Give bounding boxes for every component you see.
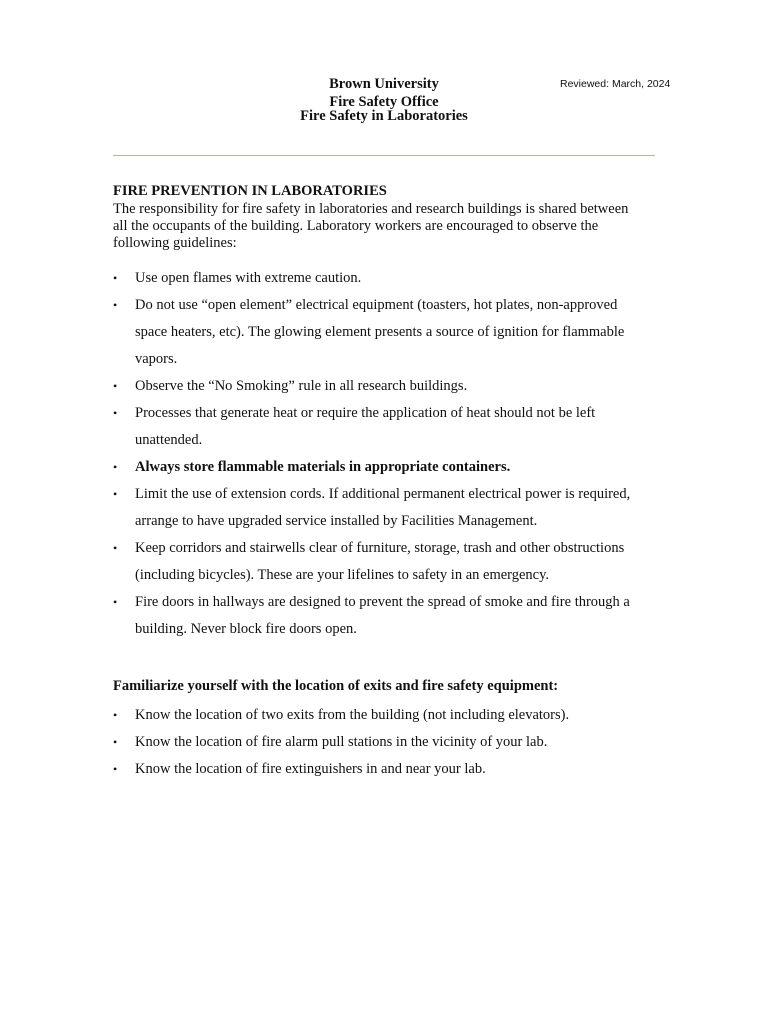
familiarize-item	[113, 729, 673, 756]
header-divider	[113, 155, 655, 156]
guideline-text-line: Limit the use of extension cords. If additional permanent electrical power is required,	[135, 486, 631, 502]
bullet-icon: •	[113, 406, 118, 420]
intro-line: all the occupants of the building. Laboratory workers are encouraged to observe the	[113, 218, 599, 234]
bullet-icon: •	[113, 595, 118, 609]
bullet-icon: •	[113, 735, 118, 749]
document-title: Fire Safety in Laboratories	[300, 108, 468, 124]
guideline-text-line: vapors.	[135, 351, 178, 367]
intro-paragraph	[113, 201, 658, 252]
bullet-icon: •	[113, 541, 118, 555]
guideline-item	[113, 535, 673, 589]
guideline-item	[113, 481, 673, 535]
bullet-icon: •	[113, 487, 118, 501]
guideline-item	[113, 454, 673, 481]
guideline-item	[113, 373, 673, 400]
office-name: Fire Safety Office	[329, 94, 439, 110]
guideline-item	[113, 265, 673, 292]
guideline-text-line: Do not use “open element” electrical equipment (toasters, hot plates, non-approved	[135, 297, 618, 313]
guideline-text-line: space heaters, etc). The glowing element presents a source of ignition for flammable	[135, 324, 625, 340]
guideline-text-line: Use open flames with extreme caution.	[135, 270, 362, 286]
familiarize-item	[113, 756, 673, 783]
bullet-icon: •	[113, 298, 118, 312]
familiarize-item	[113, 702, 673, 729]
guideline-text-line: Always store flammable materials in appropriate containers.	[135, 459, 511, 475]
familiarize-text: Know the location of fire alarm pull stations in the vicinity of your lab.	[135, 734, 548, 750]
guideline-text-line: Observe the “No Smoking” rule in all research buildings.	[135, 378, 468, 394]
guidelines-list	[113, 265, 673, 643]
intro-line: following guidelines:	[113, 235, 237, 251]
familiarize-text: Know the location of two exits from the building (not including elevators).	[135, 707, 570, 723]
guideline-text-line: unattended.	[135, 432, 203, 448]
intro-line: The responsibility for fire safety in laboratories and research buildings is shared between	[113, 201, 629, 217]
familiarize-list	[113, 702, 673, 783]
familiarize-heading: Familiarize yourself with the location of exits and fire safety equipment:	[113, 678, 559, 694]
guideline-text-line: building. Never block fire doors open.	[135, 621, 357, 637]
bullet-icon: •	[113, 762, 118, 776]
bullet-icon: •	[113, 379, 118, 393]
bullet-icon: •	[113, 271, 118, 285]
organization-name: Brown University	[329, 76, 439, 92]
guideline-item	[113, 589, 673, 643]
guideline-text-line: (including bicycles). These are your lifelines to safety in an emergency.	[135, 567, 550, 583]
familiarize-text: Know the location of fire extinguishers in and near your lab.	[135, 761, 486, 777]
guideline-text-line: Keep corridors and stairwells clear of furniture, storage, trash and other obstructions	[135, 540, 625, 556]
section-heading: FIRE PREVENTION IN LABORATORIES	[113, 183, 387, 199]
reviewed-date: Reviewed: March, 2024	[560, 78, 671, 90]
guideline-text-line: Fire doors in hallways are designed to prevent the spread of smoke and fire through a	[135, 594, 630, 610]
bullet-icon: •	[113, 460, 118, 474]
guideline-text-line: Processes that generate heat or require the application of heat should not be left	[135, 405, 596, 421]
guideline-item	[113, 292, 673, 373]
guideline-text-line: arrange to have upgraded service installed by Facilities Management.	[135, 513, 538, 529]
bullet-icon: •	[113, 708, 118, 722]
guideline-item	[113, 400, 673, 454]
